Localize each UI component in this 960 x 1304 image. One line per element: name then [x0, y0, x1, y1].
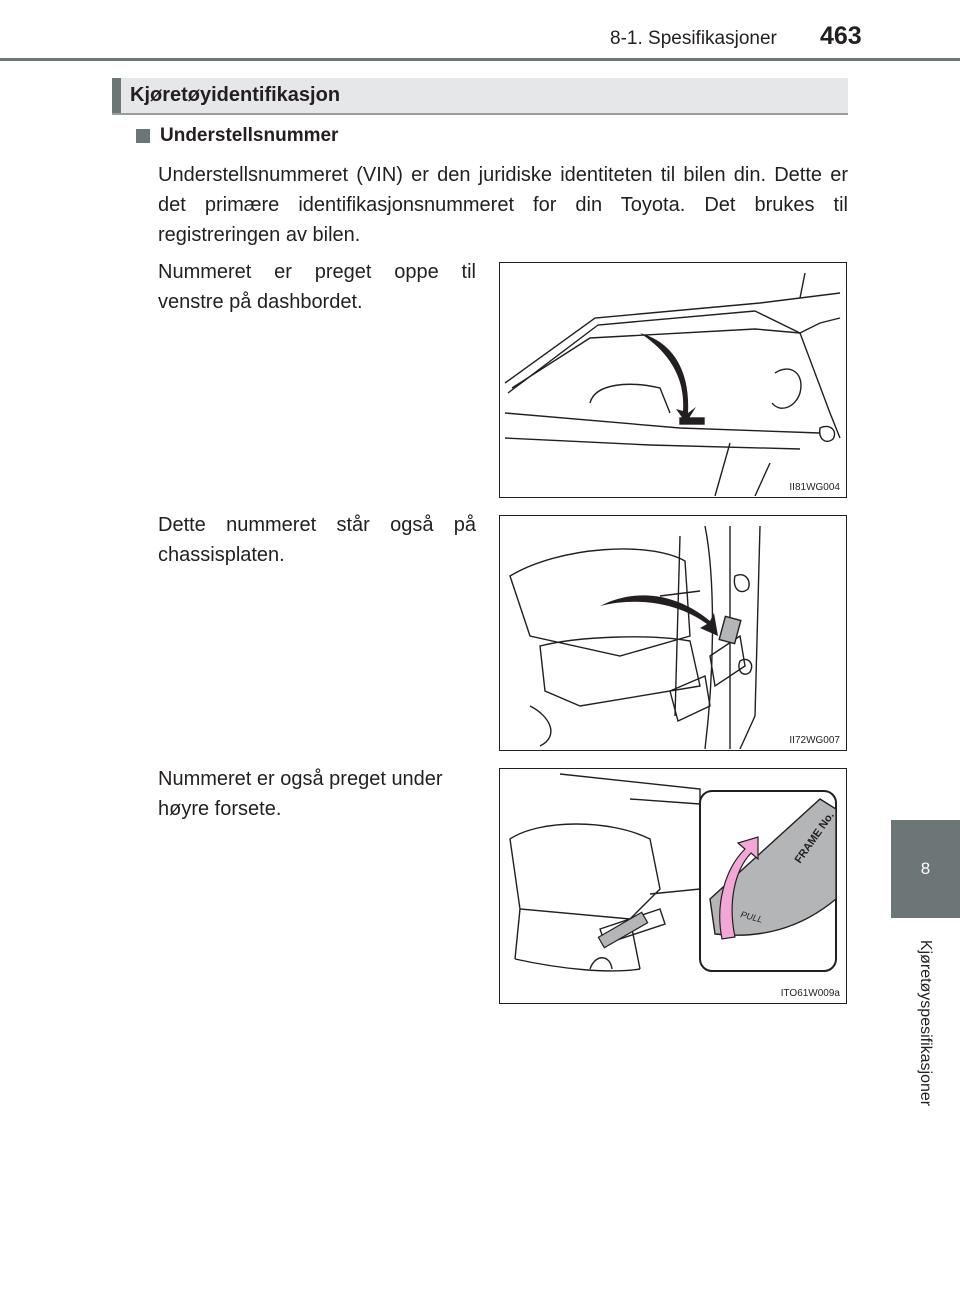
figure-under-seat [499, 768, 847, 1004]
figure-code-1: II81WG004 [789, 482, 840, 493]
chapter-label-container [891, 918, 960, 1128]
intro-paragraph: Understellsnummeret (VIN) er den juridiske identiteten til bilen din. Dette er det primære identifikasjonsnummeret for din Toyota. Det brukes til registreringen av bilen. [158, 164, 848, 246]
section-title-bar [112, 78, 848, 115]
seat-door-illustration [500, 516, 845, 749]
section-title: Kjøretøyidentifikasjon [130, 84, 341, 106]
figure-code-3: ITO61W009a [780, 988, 840, 999]
section-title-accent [112, 78, 121, 113]
frame-number-label: FRAME No. [792, 809, 837, 866]
chapter-number: 8 [920, 859, 931, 878]
chapter-label: Kjøretøyspesifikasjoner [917, 939, 935, 1107]
header-section-title: 8-1. Spesifikasjoner [610, 28, 777, 49]
caption-dashboard: Nummeret er preget oppe til venstre på dashbordet. [158, 261, 476, 313]
header-divider [0, 58, 960, 61]
figure-dashboard-vin [499, 262, 847, 498]
pull-label: PULL [739, 909, 764, 925]
dashboard-illustration [500, 263, 845, 496]
chapter-tab [891, 820, 960, 918]
caption-under-seat: Nummeret er også preget under høyre forsete. [158, 768, 443, 820]
subheading-text: Understellsnummer [160, 125, 339, 146]
subheading [136, 125, 338, 147]
figure-chassis-plate [499, 515, 847, 751]
under-seat-illustration [500, 769, 845, 1002]
caption-chassis-plate: Dette nummeret står også på chassisplaten. [158, 514, 476, 566]
bullet-square-icon [136, 129, 150, 143]
page-number: 463 [820, 22, 862, 50]
figure-code-2: II72WG007 [789, 735, 840, 746]
